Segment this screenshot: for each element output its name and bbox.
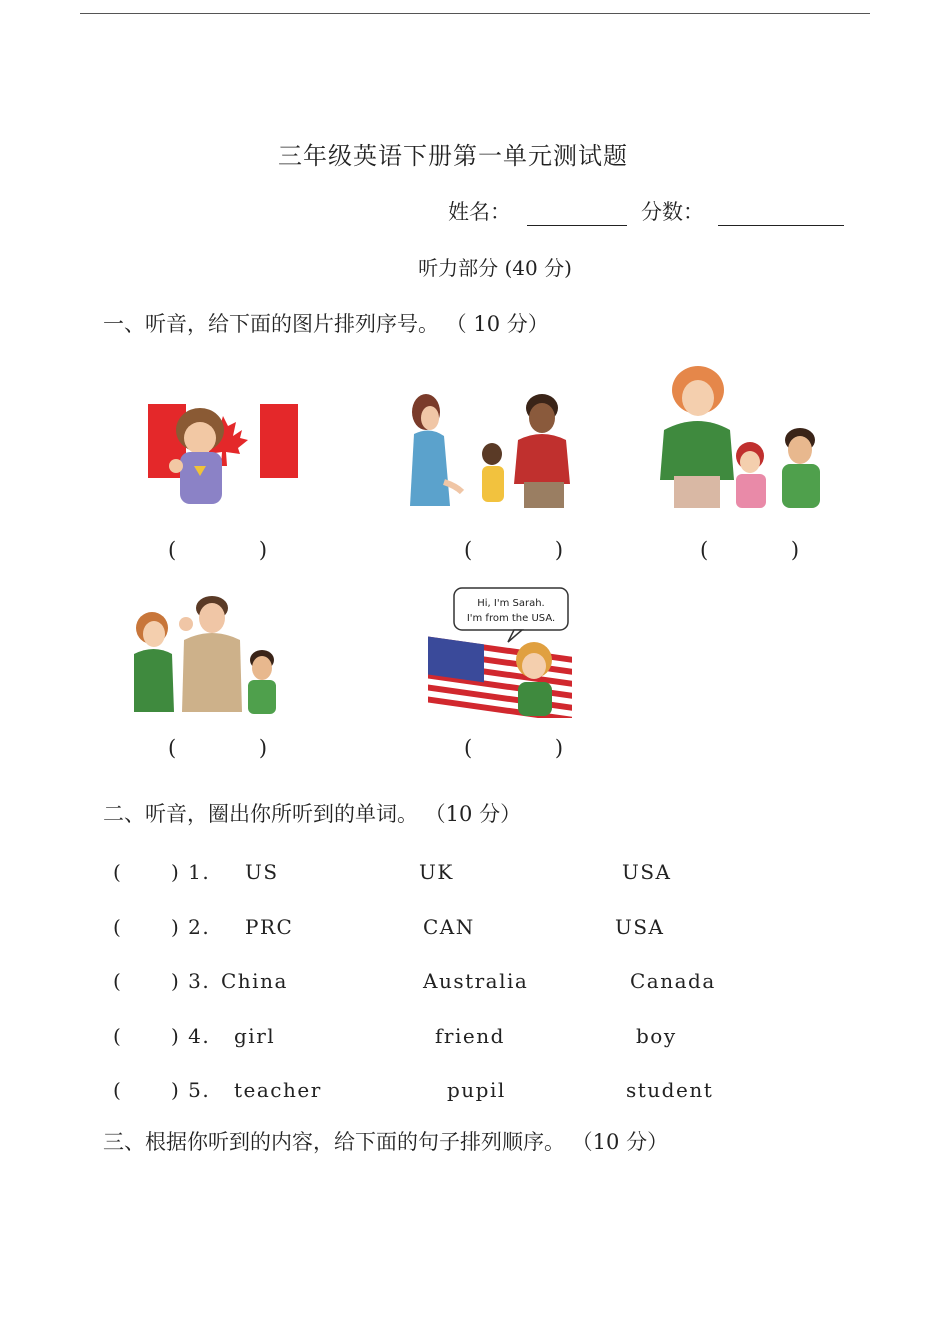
row-paren[interactable]: ( — [113, 860, 123, 884]
word-option-c[interactable]: student — [626, 1078, 714, 1102]
word-option-b[interactable]: Australia — [423, 969, 529, 993]
answer-paren-2[interactable]: ( ) — [464, 538, 602, 562]
score-label: 分数： — [641, 200, 704, 224]
row-number: ) 2. — [171, 915, 211, 939]
word-option-c[interactable]: USA — [622, 860, 672, 884]
speech-bubble-line-1: Hi, I'm Sarah. — [477, 598, 545, 609]
word-option-b[interactable]: CAN — [423, 915, 475, 939]
answer-paren-5[interactable]: ( ) — [464, 736, 602, 760]
speech-bubble-line-2: I'm from the USA. — [466, 613, 556, 624]
answer-paren-3[interactable]: ( ) — [700, 538, 838, 562]
picture-canada-boy — [146, 394, 300, 510]
answer-paren-4[interactable]: ( ) — [168, 736, 306, 760]
listening-part-heading: 听力部分 (40 分) — [418, 256, 572, 280]
word-option-a[interactable]: China — [221, 969, 288, 993]
word-row-2 — [113, 915, 813, 945]
row-paren[interactable]: ( — [113, 915, 123, 939]
picture-family-greeting — [130, 594, 282, 716]
word-option-c[interactable]: USA — [615, 915, 665, 939]
page-title: 三年级英语下册第一单元测试题 — [278, 142, 628, 170]
row-paren[interactable]: ( — [113, 969, 123, 993]
word-row-5 — [113, 1078, 813, 1108]
picture-teacher-and-children — [654, 364, 826, 510]
word-option-a[interactable]: PRC — [245, 915, 294, 939]
word-row-4 — [113, 1024, 813, 1054]
word-option-b[interactable]: friend — [435, 1024, 505, 1048]
word-option-a[interactable]: teacher — [234, 1078, 322, 1102]
word-option-c[interactable]: boy — [636, 1024, 677, 1048]
row-paren[interactable]: ( — [113, 1024, 123, 1048]
word-option-b[interactable]: pupil — [447, 1078, 506, 1102]
section2-heading: 二、听音，圈出你所听到的单词。 （10 分） — [103, 802, 522, 826]
name-label: 姓名： — [448, 200, 511, 224]
word-row-1 — [113, 860, 813, 890]
row-number: ) 5. — [171, 1078, 211, 1102]
picture-sarah-usa — [424, 586, 576, 718]
name-blank[interactable] — [527, 205, 627, 226]
name-score-line — [448, 196, 844, 226]
section1-heading: 一、听音，给下面的图片排列序号。 （ 10 分） — [103, 312, 549, 336]
word-option-b[interactable]: UK — [419, 860, 454, 884]
row-paren[interactable]: ( — [113, 1078, 123, 1102]
word-option-a[interactable]: US — [245, 860, 279, 884]
top-rule — [80, 13, 870, 14]
word-row-3 — [113, 969, 813, 999]
word-option-c[interactable]: Canada — [630, 969, 716, 993]
picture-women-and-boy — [408, 392, 570, 510]
row-number: ) 3. — [171, 969, 211, 993]
score-blank[interactable] — [718, 205, 844, 226]
row-number: ) 4. — [171, 1024, 211, 1048]
answer-paren-1[interactable]: ( ) — [168, 538, 306, 562]
section3-heading: 三、根据你听到的内容，给下面的句子排列顺序。 （10 分） — [103, 1130, 669, 1154]
row-number: ) 1. — [171, 860, 211, 884]
word-option-a[interactable]: girl — [234, 1024, 276, 1048]
